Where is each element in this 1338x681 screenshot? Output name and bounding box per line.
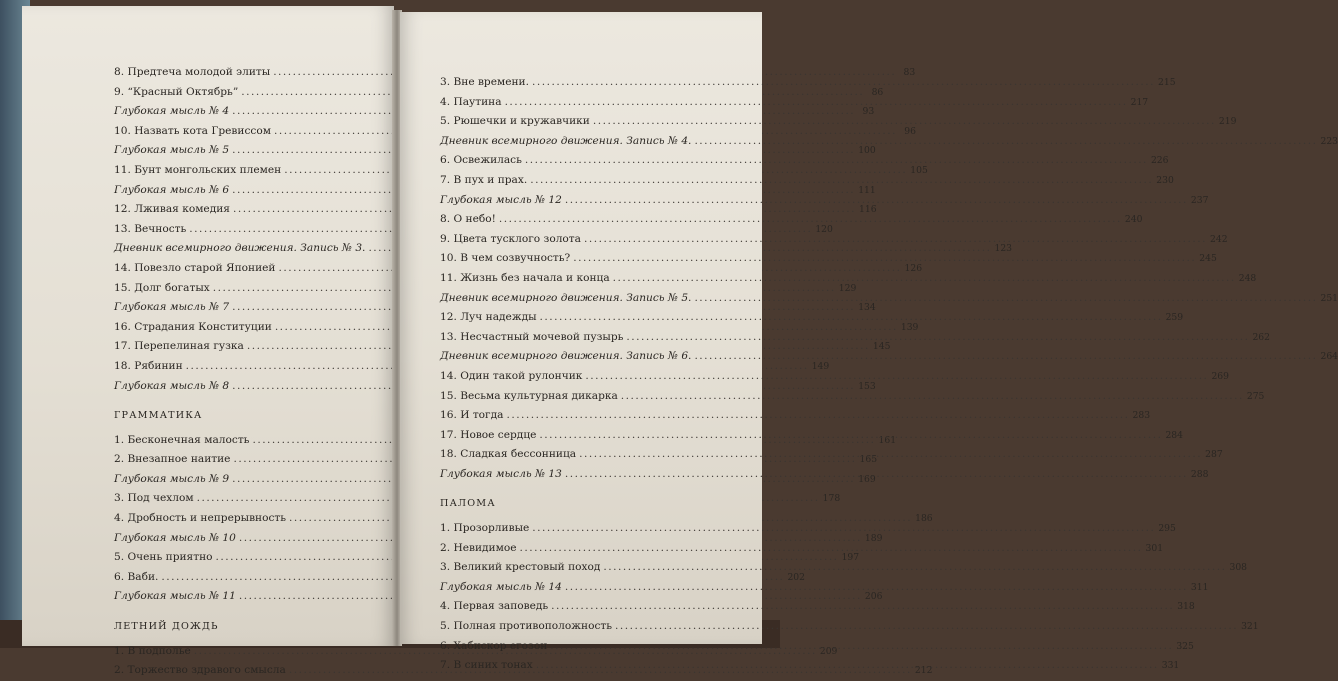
toc-page-number: 226 [1150,155,1169,167]
toc-entry-title: 13. Вечность [114,222,187,235]
toc-entry-title: 16. И тогда [440,409,504,422]
section-title-grammar: ГРАММАТИКА [114,410,203,422]
toc-entry-title: 12. Лживая комедия [114,203,230,216]
toc-page-number: 318 [1177,601,1195,613]
toc-entry-title: 2. Невидимое [440,541,517,554]
toc-entry-title: 6. Освежилась [440,154,522,167]
toc-page-number: 100 [858,145,876,157]
toc-entry [440,387,1265,407]
toc-page-number: 264 [1320,351,1338,363]
toc-entry [440,406,1151,426]
toc-page-number: 245 [1199,253,1217,265]
toc-page-number: 96 [904,125,916,137]
toc-page-number: 93 [862,106,875,118]
toc-leader-dots [613,269,1236,289]
toc-page-number: 259 [1165,312,1184,324]
toc-entry-title: 6. Хабискор егозон [440,639,548,652]
toc-page-number: 223 [1320,135,1338,147]
toc-leader-dots [694,132,1317,152]
toc-entry-title: Глубокая мысль № 6 [114,183,230,196]
toc-page-number: 206 [864,591,883,603]
toc-page-number: 153 [858,380,876,392]
toc-page-number: 212 [914,665,933,677]
toc-entry-title: 1. Бесконечная малость [114,433,250,446]
toc-entry-title: 1. В подполье [114,644,191,657]
toc-page-number: 283 [1132,410,1151,422]
toc-page-number: 331 [1161,660,1180,672]
toc-leader-dots [565,465,1188,485]
toc-page-number: 116 [859,204,877,216]
toc-entry-title: Глубокая мысль № 11 [114,590,236,603]
toc-entry-title: Глубокая мысль № 4 [114,105,230,118]
toc-entry-title: 2. Внезапное наитие [114,453,231,466]
toc-entry-title: 11. Жизнь без начала и конца [440,271,610,284]
toc-leader-dots [532,519,1155,539]
toc-entry-title: 3. Под чехлом [114,492,194,505]
toc-entry-title: 1. Прозорливые [440,522,530,535]
toc-entry-title: 4. Дробность и непрерывность [114,512,287,525]
toc-entry-title: 9. “Красный Октябрь” [114,85,239,98]
toc-leader-dots [525,151,1148,171]
toc-leader-dots [694,347,1317,367]
toc-leader-dots [694,289,1317,309]
toc-page-number: 145 [872,341,891,353]
toc-page-number: 178 [822,493,841,505]
toc-entry-title: 10. В чем созвучность? [440,252,571,265]
toc-page-number: 269 [1211,370,1229,382]
toc-entry-title: Дневник всемирного движения. Запись № 5. [440,291,692,304]
toc-entry-title: 6. Ваби. [114,570,159,583]
toc-entry-title: Глубокая мысль № 13 [440,467,562,480]
toc-page-number: 169 [858,473,876,485]
toc-page-number: 126 [904,262,923,274]
toc-page-number: 251 [1320,292,1338,304]
toc-entry-title: Глубокая мысль № 7 [114,301,230,314]
toc-leader-dots [532,73,1155,93]
toc-entry-title: 3. Великий крестовый поход [440,561,601,574]
toc-page-number: 202 [787,571,805,583]
toc-leader-dots [573,249,1196,269]
toc-page-number: 308 [1229,562,1248,574]
toc-leader-dots [536,656,1159,676]
toc-leader-dots [565,191,1188,211]
toc-page-number: 311 [1190,581,1209,593]
toc-page-number: 83 [903,67,916,78]
toc-page-number: 240 [1124,214,1143,226]
toc-leader-dots [585,367,1208,387]
toc-page-number: 139 [900,321,919,333]
toc-page-number: 189 [864,532,883,544]
toc-entry-title: Глубокая мысль № 5 [114,144,230,157]
toc-page-number: 197 [841,552,860,564]
toc-page-number: 186 [915,513,933,525]
toc-entry-title: Глубокая мысль № 12 [440,193,562,206]
toc-entry-title: Глубокая мысль № 8 [114,379,230,392]
toc-page-number: 295 [1158,523,1176,535]
toc-entry-title: 3. Вне времени. [440,76,529,88]
toc-entry-title: Глубокая мысль № 14 [440,580,562,593]
toc-entry-title: 13. Несчастный мочевой пузырь [440,330,624,343]
toc-page-number: 134 [858,302,876,314]
section-title-paloma: ПАЛОМА [440,498,496,510]
toc-leader-dots [540,308,1163,328]
toc-entry-title: 8. О небо! [440,213,496,226]
toc-leader-dots [530,171,1153,191]
toc-entry-title: 14. Повезло старой Японией [114,261,276,274]
toc-entry-title: 5. Рюшечки и кружавчики [440,115,590,128]
toc-entry-title: Глубокая мысль № 9 [114,472,230,485]
toc-page-number: 275 [1246,390,1265,402]
toc-page-number: 219 [1218,116,1237,128]
toc-entry-title: Дневник всемирного движения. Запись № 3. [114,242,366,255]
toc-page-number: 161 [878,434,897,446]
toc-leader-dots [506,406,1129,426]
toc-page-number: 209 [819,645,838,657]
toc-leader-dots [551,597,1174,617]
toc-leader-dots [584,230,1207,250]
toc-entry-title: 7. В пух и прах. [440,173,528,186]
toc-page-number: 284 [1165,429,1183,441]
toc-entry-title: 18. Сладкая бессонница [440,448,577,461]
toc-page-number: 86 [871,86,884,98]
toc-entry-title: 10. Назвать кота Гревиссом [114,124,271,137]
toc-page-number: 230 [1156,174,1174,186]
toc-page-number: 321 [1241,621,1259,633]
toc-leader-dots [626,328,1249,348]
toc-page-number: 262 [1252,331,1270,343]
toc-entry-title: 9. Цвета тусклого золота [440,232,581,245]
toc-leader-dots [539,426,1162,446]
toc-entry [440,617,1259,637]
toc-entry-title: 16. Страдания Конституции [114,320,272,333]
toc-page-number: 120 [815,223,833,235]
toc-entry-title: Глубокая мысль № 10 [114,531,236,544]
toc-entry-title: 2. Торжество здравого смысла [114,664,286,677]
toc-page-number: 325 [1176,640,1194,652]
toc-leader-dots [621,387,1244,407]
toc-entry-title: 17. Новое сердце [440,428,537,441]
toc-page-number: 301 [1145,542,1164,554]
toc-page-number: 217 [1130,96,1149,108]
toc-entry-title: 4. Паутина [440,95,502,108]
toc-entry-title: 18. Рябинин [114,359,183,372]
toc-entry-title: 15. Весьма культурная дикарка [440,389,618,402]
toc-entry-title: 7. В синих тонах [440,659,533,672]
toc-page-number: 288 [1190,468,1209,480]
toc-entry-title: 8. Предтеча молодой элиты [114,66,271,78]
toc-entry-title: 4. Первая заповедь [440,600,549,613]
toc-page-number: 248 [1238,272,1257,284]
toc-leader-dots [593,112,1216,132]
toc-page-number: 237 [1190,194,1209,206]
toc-entry-title: 15. Долг богатых [114,281,210,294]
toc-leader-dots [603,558,1226,578]
toc-entry-title: 5. Полная противоположность [440,620,613,633]
toc-leader-dots [565,578,1188,598]
toc-entry-title: 5. Очень приятно [114,551,213,564]
toc-leader-dots [615,617,1238,637]
toc-page-number: 123 [994,243,1013,255]
toc-page-number: 215 [1158,77,1176,88]
toc-entry-title: 17. Перепелиная гузка [114,340,244,353]
toc-page-number: 242 [1210,233,1228,245]
toc-entry-title: 14. Один такой рулончик [440,369,583,382]
toc-leader-dots [579,445,1202,465]
toc-page-number: 165 [859,454,878,466]
toc-entry-title: 12. Луч надежды [440,311,537,324]
toc-entry-title: Дневник всемирного движения. Запись № 4. [440,134,692,147]
toc-page-number: 287 [1205,449,1223,461]
toc-entry-title: 11. Бунт монгольских племен [114,163,282,176]
toc-page-number: 149 [811,360,830,372]
toc-leader-dots [519,539,1142,559]
toc-leader-dots [505,93,1128,113]
toc-page-number: 129 [838,282,857,294]
toc-page-number: 105 [910,164,928,176]
section-title-summer-rain: ЛЕТНИЙ ДОЖДЬ [114,621,219,633]
toc-leader-dots [499,210,1122,230]
toc-entry-title: Дневник всемирного движения. Запись № 6. [440,350,692,363]
toc-page-number: 111 [858,184,876,196]
toc-leader-dots [550,637,1173,657]
